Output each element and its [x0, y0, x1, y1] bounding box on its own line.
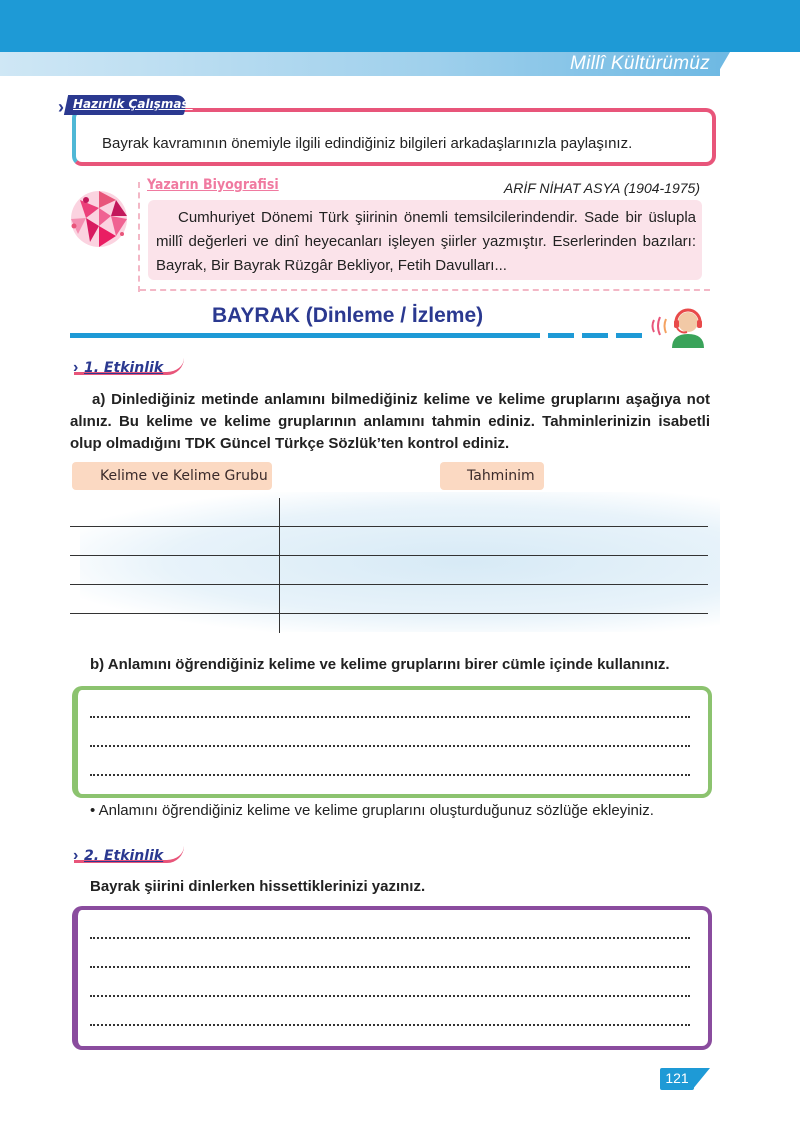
answer-line[interactable]	[90, 966, 690, 968]
answer-line[interactable]	[90, 745, 690, 747]
activity1-instruction-a: a) Dinlediğiniz metinde anlamını bilmediğiniz kelime ve kelime gruplarını aşağıya not alınız. Bu kelime ve kelime gruplarının anlamını tahmin ediniz. Tahminlerinizin isabetli olup olmadığını TDK Güncel Türkçe Sözlük’ten kontrol ediniz.	[70, 391, 710, 452]
table-row-line	[70, 584, 708, 585]
biography-text: Cumhuriyet Dönemi Türk şiirinin önemli temsilcilerindendir. Sade bir üslupla millî değerleri ve dinî heyecanları işleyen şiirler yazmıştır. Eserlerinden bazıları: Bayrak, Bir Bayrak Rüzgâr Bekliyor, Fetih Davulları...	[156, 209, 696, 274]
chevron-right-icon: ›	[73, 359, 79, 376]
heading-dash	[548, 333, 574, 338]
bio-divider-horizontal	[140, 289, 710, 291]
prep-tab-label: Hazırlık Çalışması	[73, 97, 193, 111]
answer-line[interactable]	[90, 1024, 690, 1026]
biography-label: Yazarın Biyografisi	[147, 177, 279, 193]
headset-listener-icon	[650, 298, 712, 348]
activity2-label: 2. Etkinlik	[84, 848, 164, 864]
column-header-guess: Tahminim	[467, 468, 535, 484]
answer-box-2	[72, 906, 712, 1050]
chevron-right-icon: ›	[58, 97, 64, 117]
heading-dash	[616, 333, 642, 338]
heading-dash	[582, 333, 608, 338]
table-row-line	[70, 555, 708, 556]
answer-line[interactable]	[90, 716, 690, 718]
heading-underline	[70, 333, 540, 338]
table-row-line	[70, 613, 708, 614]
watercolor-background	[80, 492, 720, 632]
answer-line[interactable]	[90, 937, 690, 939]
chevron-right-icon: ›	[73, 847, 79, 864]
page-number-tail	[692, 1068, 710, 1090]
answer-line[interactable]	[90, 995, 690, 997]
activity1-note: • Anlamını öğrendiğiniz kelime ve kelime gruplarını oluşturduğunuz sözlüğe ekleyiniz.	[90, 802, 654, 819]
activity1-instruction-b: b) Anlamını öğrendiğiniz kelime ve kelime gruplarını birer cümle içinde kullanınız.	[90, 656, 670, 673]
globe-icon	[66, 186, 132, 252]
answer-line[interactable]	[90, 774, 690, 776]
page-title: BAYRAK (Dinleme / İzleme)	[212, 304, 484, 327]
section-bar-tail	[716, 52, 730, 76]
column-header-word: Kelime ve Kelime Grubu	[100, 468, 268, 484]
table-row-line	[70, 526, 708, 527]
top-banner	[0, 0, 800, 52]
author-name: ARİF NİHAT ASYA (1904-1975)	[503, 180, 700, 196]
section-title: Millî Kültürümüz	[570, 53, 710, 74]
prep-instruction: Bayrak kavramının önemiyle ilgili edindiğiniz bilgileri arkadaşlarınızla paylaşınız.	[102, 135, 633, 152]
page-number: 121	[665, 1070, 689, 1086]
bio-divider-vertical	[138, 182, 140, 292]
answer-box-b	[72, 686, 712, 798]
activity1-label: 1. Etkinlik	[84, 360, 164, 376]
activity2-instruction: Bayrak şiirini dinlerken hissettiklerinizi yazınız.	[90, 878, 426, 895]
